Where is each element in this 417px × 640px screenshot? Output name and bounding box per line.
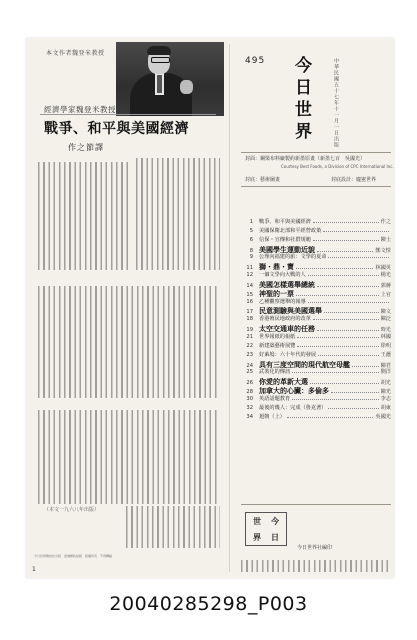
toc-row xyxy=(241,306,391,315)
toc-author: 上官 xyxy=(380,291,391,298)
toc-leader xyxy=(328,257,389,258)
toc-author: 胡光 xyxy=(380,380,391,387)
masthead-rule xyxy=(241,152,391,153)
toc-title: 獅・鼎・寶 xyxy=(259,263,294,272)
toc-page-number: 1 xyxy=(249,219,253,225)
toc-row xyxy=(241,218,391,227)
toc-author: 劉洋 xyxy=(380,369,391,376)
toc-author: 吳國光 xyxy=(375,413,391,420)
toc-top-rule xyxy=(241,186,391,187)
cover-credit-english: Courtesy Best Foods, a Division of CPC International Inc. xyxy=(281,164,394,169)
toc-page-number: 5 xyxy=(249,227,253,234)
toc-page-number: 30 xyxy=(246,395,253,402)
toc-leader xyxy=(308,302,389,303)
toc-leader xyxy=(331,392,379,393)
text-column-5 xyxy=(126,506,220,548)
toc-row xyxy=(241,395,391,404)
page-divider xyxy=(229,44,230,572)
toc-title: 太空交通車的任務 xyxy=(259,325,315,333)
toc-leader xyxy=(318,355,379,356)
toc-row xyxy=(241,324,391,333)
table-of-contents xyxy=(241,218,391,421)
toc-page-number: 19 xyxy=(246,327,253,333)
author-photo xyxy=(116,42,224,116)
publisher-info xyxy=(241,560,391,572)
toc-page-number: 15 xyxy=(246,291,253,298)
toc-author: 楊光 xyxy=(380,272,391,279)
toc-row xyxy=(241,245,391,254)
archive-file-label: 20040285298_P003 xyxy=(109,593,308,615)
toc-author: 胡東 xyxy=(380,404,391,411)
toc-leader xyxy=(323,231,389,232)
toc-leader xyxy=(313,240,379,241)
toc-title: 神聖的一票 xyxy=(259,289,294,298)
article-end-note: （本文一九六八年出版） xyxy=(44,507,100,513)
toc-page-number: 32 xyxy=(246,404,253,411)
toc-leader xyxy=(313,222,379,223)
toc-title: 美國學生運動近貌 xyxy=(259,245,315,254)
article-title: 戰爭、和平與美國經濟 xyxy=(44,121,189,137)
masthead-title: 今日世界 xyxy=(291,56,311,144)
toc-leader xyxy=(328,408,378,409)
footer-strip: 今日世界雜誌社出版 香港郵政信箱 版權所有 不得轉載 xyxy=(34,554,113,558)
toc-author: 林國 xyxy=(380,333,391,340)
cover-credit: 封面：鋼梁布料廠製約新墨原畫（新墨七百 吳國光） xyxy=(245,156,366,162)
toc-leader xyxy=(310,383,379,384)
toc-title: 美國怎樣選舉總統 xyxy=(259,280,315,289)
toc-author: 陳光 xyxy=(380,389,391,395)
toc-leader xyxy=(317,330,379,331)
toc-leader xyxy=(297,346,378,347)
toc-author: 郭蔣 xyxy=(380,282,391,289)
toc-row xyxy=(241,298,391,307)
toc-title: 民意測驗與美國選舉 xyxy=(259,307,322,316)
toc-page-number: 6 xyxy=(249,236,253,243)
left-page xyxy=(26,38,228,578)
toc-leader xyxy=(308,275,379,276)
toc-title: 美國保衛北部和平經營政策 xyxy=(259,227,322,234)
toc-page-number: 14 xyxy=(246,282,253,289)
toc-leader xyxy=(313,319,379,320)
toc-author: 陳君 xyxy=(380,362,391,369)
toc-title: 世界報紙的報紙 xyxy=(259,333,296,340)
toc-title: 好萊塢：六十年代的發展 xyxy=(259,351,317,358)
toc-page-number: 25 xyxy=(246,369,253,376)
toc-title: 加拿大的心臟：多倫多 xyxy=(259,387,329,395)
toc-row xyxy=(241,413,391,422)
toc-page-number: 23 xyxy=(246,351,253,358)
back-cover-credit: 封底：藝術圖畫 xyxy=(245,177,281,183)
issue-number: 495 xyxy=(245,56,266,66)
toc-author: 徐明 xyxy=(380,342,391,349)
toc-title: 一個文學向大戰的人 xyxy=(259,272,306,279)
toc-leader xyxy=(292,399,378,400)
toc-title: 新建築藝術展覽 xyxy=(259,342,296,349)
toc-page-number: 26 xyxy=(246,380,253,387)
publisher-name: 今日世界社編印 xyxy=(297,545,333,551)
toc-row xyxy=(241,351,391,360)
toc-title: 香港殖民地政府的改革 xyxy=(259,316,311,323)
publisher-logo xyxy=(245,512,287,546)
toc-page-number: 11 xyxy=(246,265,253,272)
toc-page-number: 16 xyxy=(246,298,253,305)
toc-bottom-rule xyxy=(241,504,391,505)
toc-author: 陳泛 xyxy=(380,316,391,323)
toc-leader xyxy=(287,417,373,418)
toc-row xyxy=(241,386,391,395)
toc-page-number: 21 xyxy=(246,333,253,340)
toc-page-number: 18 xyxy=(246,316,253,323)
toc-row xyxy=(241,271,391,280)
masthead-date: 中華民國五十七年十一月一日出版 xyxy=(333,58,339,148)
toc-leader xyxy=(317,286,379,287)
toc-title: 具有三度空間的現代航空母艦 xyxy=(259,360,350,369)
toc-row xyxy=(241,342,391,351)
logo-character: 世 xyxy=(253,516,261,526)
article-author: 作之節譯 xyxy=(68,143,104,152)
toc-row xyxy=(241,360,391,369)
toc-row xyxy=(241,333,391,342)
toc-author: 陳文 xyxy=(380,309,391,316)
logo-character: 界 xyxy=(253,532,261,542)
toc-page-number: 28 xyxy=(246,389,253,395)
toc-page-number: 9 xyxy=(249,254,253,261)
logo-character: 日 xyxy=(271,532,279,542)
toc-row xyxy=(241,404,391,413)
text-column-1 xyxy=(136,158,220,270)
toc-title: 最後的幾人：完成（魯克著） xyxy=(259,404,327,411)
toc-title: 迴朝（上） xyxy=(259,413,285,420)
toc-page-number: 34 xyxy=(246,413,253,420)
toc-row xyxy=(241,262,391,271)
toc-page-number: 8 xyxy=(249,247,253,254)
toc-leader xyxy=(352,366,379,367)
toc-page-number: 12 xyxy=(246,272,253,279)
toc-row xyxy=(241,315,391,324)
toc-author: 鄭文愷 xyxy=(375,247,391,254)
right-page xyxy=(231,38,394,578)
text-column-4 xyxy=(38,410,220,504)
back-cover-design-credit: 封底設計：龐憲世界 xyxy=(331,177,377,183)
toc-title: 你愛的革新大選 xyxy=(259,378,308,387)
toc-title: 乙種觀察選舉的報導 xyxy=(259,298,306,305)
toc-page-number: 24 xyxy=(246,362,253,369)
toc-author: 作之 xyxy=(380,219,391,225)
toc-author: 時光 xyxy=(380,327,391,333)
toc-title: 英語話題教育 xyxy=(259,395,291,402)
toc-title: 公理向福建的旅：文學的夏命 xyxy=(259,254,327,261)
toc-title: 信保・宣傳和社群規範 xyxy=(259,236,311,243)
photo-caption: 本文作者魏登米教授 xyxy=(46,50,105,57)
toc-leader xyxy=(292,372,378,373)
toc-row xyxy=(241,368,391,377)
logo-character: 今 xyxy=(271,516,279,526)
toc-author: 陳士 xyxy=(380,236,391,243)
toc-leader xyxy=(296,268,373,269)
toc-page-number: 17 xyxy=(246,309,253,316)
toc-row xyxy=(241,227,391,236)
toc-page-number: 22 xyxy=(246,342,253,349)
toc-author: 王瀝 xyxy=(380,351,391,358)
toc-row xyxy=(241,253,391,262)
toc-row xyxy=(241,280,391,289)
page-number: 1 xyxy=(32,566,36,573)
magazine-spread xyxy=(26,38,394,578)
toc-leader xyxy=(324,312,379,313)
toc-row xyxy=(241,236,391,245)
article-subtitle: 經濟學家魏登米教授 xyxy=(44,105,116,114)
toc-leader xyxy=(297,337,378,338)
text-column-3 xyxy=(38,286,220,398)
text-column-2 xyxy=(38,162,130,270)
toc-title: 武裝化的傳訊 xyxy=(259,369,291,376)
toc-leader xyxy=(317,251,373,252)
toc-title: 戰爭、和平與美國經濟 xyxy=(259,219,311,225)
toc-author: 李志 xyxy=(380,395,391,402)
toc-row xyxy=(241,377,391,386)
toc-author: 林國英 xyxy=(375,265,391,272)
toc-row xyxy=(241,289,391,298)
toc-leader xyxy=(296,295,379,296)
